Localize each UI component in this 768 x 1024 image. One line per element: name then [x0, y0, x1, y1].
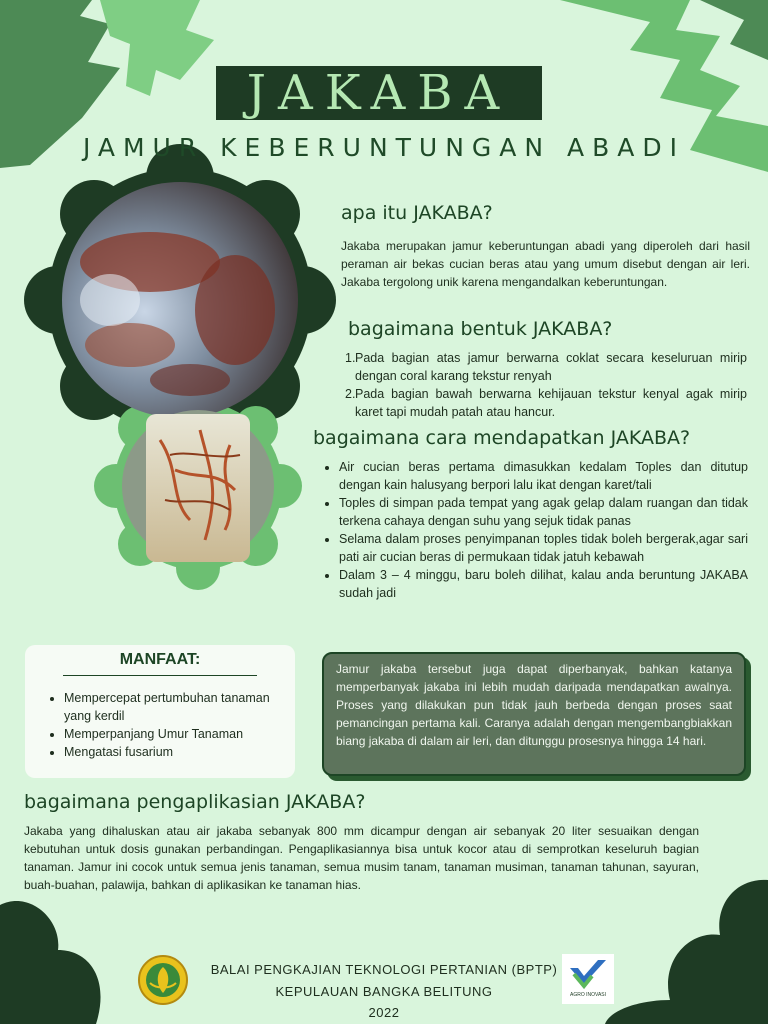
list-item-text: Pada bagian atas jamur berwarna coklat secara keseluruan mirip dengan coral karang tekstur renyah: [355, 351, 747, 383]
list-item: • Air cucian beras pertama dimasukkan kedalam Toples dan ditutup dengan kain halusyang berpori lalu ikat dengan karet/tali: [339, 458, 748, 494]
heading-application: bagaimana pengaplikasian JAKABA?: [24, 791, 366, 813]
benefits-list: [64, 689, 286, 761]
list-item-text: Pada bagian bawah berwarna kehijauan tekstur kenyal agak mirip karet tapi mudah patah atau hancur.: [355, 387, 747, 419]
list-shape: [345, 349, 747, 421]
list-item: • Toples di simpan pada tempat yang agak gelap dalam ruangan dan tidak terkena cahaya dengan suhu yang sejuk tidak panas: [339, 494, 748, 530]
benefits-divider: [63, 675, 257, 676]
list-item: • Dalam 3 – 4 minggu, baru boleh dilihat, kalau anda beruntung JAKABA sudah jadi: [339, 566, 748, 602]
benefits-title: MANFAAT:: [119, 651, 201, 668]
footer-institution: BALAI PENGKAJIAN TEKNOLOGI PERTANIAN (BPTP): [210, 962, 558, 977]
heading-how-to-get: bagaimana cara mendapatkan JAKABA?: [313, 427, 691, 449]
propagation-card: [322, 652, 746, 776]
page-title: JAKABA: [216, 66, 542, 120]
benefits-card: [25, 645, 295, 778]
heading-shape: bagaimana bentuk JAKABA?: [348, 318, 613, 340]
list-item: • Mengatasi fusarium: [64, 743, 286, 761]
blob-bottom-right: [605, 880, 768, 1024]
page-subtitle: JAMUR KEBERUNTUNGAN ABADI: [82, 133, 686, 162]
list-how-to-get: [339, 458, 748, 602]
agro-inovasi-label: AGRO INOVASI: [569, 992, 607, 998]
zigzag-left-light: [100, 0, 214, 96]
photo-jakaba-jar: [122, 410, 274, 562]
photo-jakaba-surface: [62, 182, 298, 418]
heading-what-is: apa itu JAKABA?: [341, 202, 493, 224]
checkmark-icon: [562, 954, 614, 994]
footer-region: KEPULAUAN BANGKA BELITUNG: [275, 984, 493, 999]
list-item: • Mempercepat pertumbuhan tanaman yang kerdil: [64, 689, 286, 725]
list-item: • Selama dalam proses penyimpanan toples tidak boleh bergerak,agar sari pati air cucian beras di permukaan tidak jatuh kebawah: [339, 530, 748, 566]
list-item: • Memperpanjang Umur Tanaman: [64, 725, 286, 743]
paragraph-what-is: Jakaba merupakan jamur keberuntungan abadi yang diperoleh dari hasil peraman air bekas cucian beras atau yang umum disebut dengan air leri. Jakaba tergolong unik karena mengandalkan keberuntungan.: [341, 239, 750, 289]
propagation-text: Jamur jakaba tersebut juga dapat diperbanyak, bahkan katanya memperbanyak jakaba ini lebih mudah daripada mendapatkan awalnya. Proses yang dilakukan pun tidak jauh berbeda dengan proses saat pemancingan pertama kali. Caranya adalah dengan mengembangbiakkan biang jakaba di dalam air leri, dan ditunggu prosesnya hingga 14 hari.: [336, 662, 732, 748]
list-item: 1. Pada bagian atas jamur berwarna coklat secara keseluruan mirip dengan coral karang tekstur renyah: [345, 351, 747, 383]
agro-inovasi-logo: [562, 954, 614, 1004]
footer-year: 2022: [368, 1005, 400, 1020]
list-item: 2. Pada bagian bawah berwarna kehijauan tekstur kenyal agak mirip karet tapi mudah patah atau hancur.: [345, 387, 747, 419]
paragraph-application: Jakaba yang dihaluskan atau air jakaba sebanyak 800 mm dicampur dengan air sebanyak 20 liter sesuaikan dengan kebutuhan untuk dosis gunakan perbandingan. Pengaplikasiannya bisa untuk kocor atau di semprotkan keseluruh bagian tanaman. Jamur ini cocok untuk semua jenis tanaman, semua musim tanam, tanaman musiman, tanaman tahunan, sayuran, buah-buahan, palawija, bahkan di aplikasikan ke tanaman hias.: [24, 824, 699, 892]
